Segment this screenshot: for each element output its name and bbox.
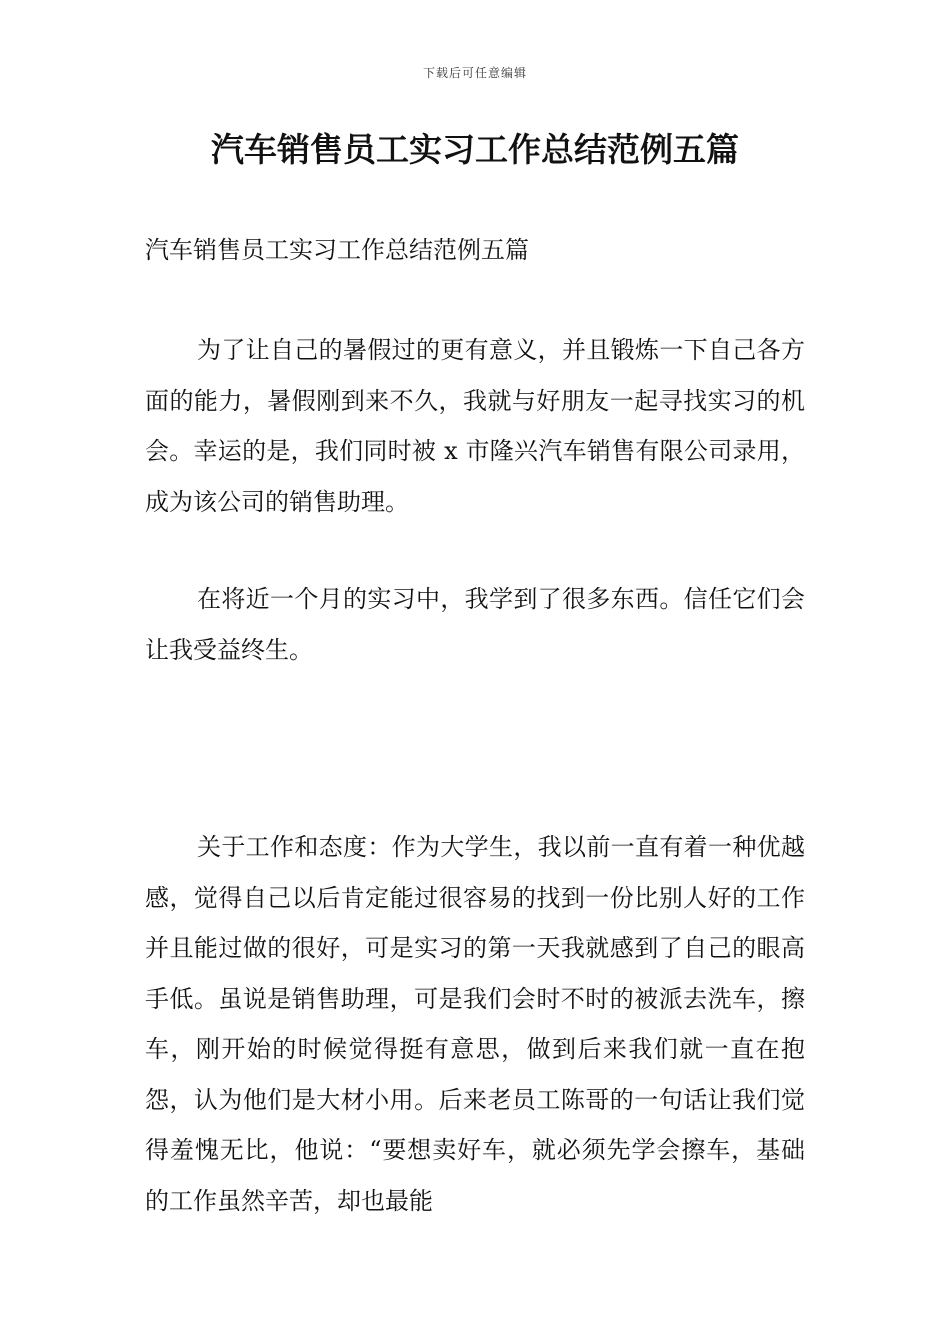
header-note: 下载后可任意编辑 xyxy=(422,66,527,80)
document-subtitle: 汽车销售员工实习工作总结范例五篇 xyxy=(145,236,529,264)
paragraph-1: 为了让自己的暑假过的更有意义，并且锻炼一下自己各方面的能力，暑假刚到来不久，我就与好朋友一起寻找实习的机会。幸运的是，我们同时被 x 市隆兴汽车销售有限公司录用，成为该公司的销售助理。 xyxy=(145,336,805,516)
document-title: 汽车销售员工实习工作总结范例五篇 xyxy=(211,130,739,169)
paragraph-3: 关于工作和态度：作为大学生，我以前一直有着一种优越感，觉得自己以后肯定能过很容易的找到一份比别人好的工作并且能过做的很好，可是实习的第一天我就感到了自己的眼高手低。虽说是销售助理，可是我们会时不时的被派去洗车，擦车，刚开始的时候觉得挺有意思，做到后来我们就一直在抱怨，认为他们是大材小用。后来老员工陈哥的一句话让我们觉得羞愧无比，他说：“要想卖好车，就必须先学会擦车，基础的工作虽然辛苦，却也最能 xyxy=(145,833,805,1215)
paragraph-2: 在将近一个月的实习中，我学到了很多东西。信任它们会让我受益终生。 xyxy=(145,585,805,664)
